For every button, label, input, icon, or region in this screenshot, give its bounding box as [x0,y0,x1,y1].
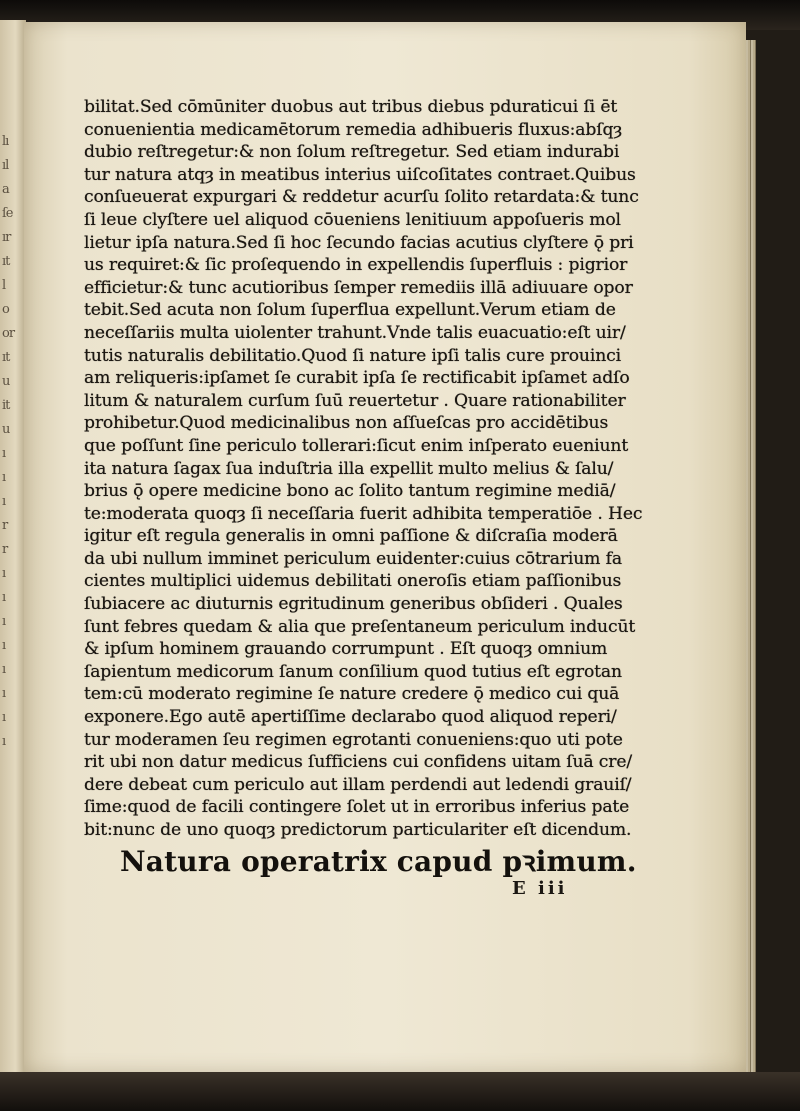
text-line: lietur ipſa natura.Sed ſi hoc ſecundo facias acutius clyſtere ǭ pri [84,232,634,253]
bottom-shadow [0,1072,800,1111]
text-line: que poſſunt ſine periculo tollerari:ſicut enim inſperato eueniunt [84,435,629,456]
facing-page-gutter [0,20,26,1080]
text-line: cientes multiplici uidemus debilitati oneroſis etiam paſſionibus [84,571,622,592]
text-line: da ubi nullum imminet periculum euidenter:cuius cōtrarium fa [84,548,622,569]
text-line: conſueuerat expurgari & reddetur acurſu ſolito retardata:& tunc [84,187,639,208]
text-line: neceſſariis multa uiolenter trahunt.Vnde talis euacuatio:eſt uir/ [84,322,626,343]
chapter-heading: Natura operatrix capud pꝛimum. [120,845,637,878]
text-line: igitur eſt regula generalis in omni paſſione & diſcraſia moderā [84,526,618,547]
text-line: tutis naturalis debilitatio.Quod ſi nature ipſi talis cure prouinci [84,345,621,366]
text-line: bit:nunc de uno quoqȝ predictorum particulariter eſt dicendum. [84,820,632,840]
text-line: ſubiacere ac diuturnis egritudinum generibus obſideri . Quales [84,594,623,615]
text-line: tur natura atqȝ in meatibus interius uiſcoſitates contraet.Quibus [84,164,636,185]
facing-page-bleed-marks: lı ıl a ſe ır ıt l o or ıt u it u ı ı ı r r ı ı ı ı ı ı ı ı [2,134,15,749]
text-line: tebit.Sed acuta non ſolum ſuperflua expellunt.Verum etiam de [84,300,616,321]
text-line: litum & naturalem curſum ſuū reuertetur . Quare rationabiliter [84,390,626,411]
text-line: dubio reſtregetur:& non ſolum reſtregetur. Sed etiam indurabi [84,142,620,163]
body-text [84,96,664,842]
text-line: ſi leue clyſtere uel aliquod cōueniens lenitiuum appoſueris mol [84,209,621,230]
text-line: brius ǭ opere medicine bono ac ſolito tantum regimine mediā/ [84,481,616,502]
text-line: ita natura ſagax ſua induſtria illa expellit multo melius & ſalu/ [84,458,614,479]
text-line: conuenientia medicamētorum remedia adhibueris fluxus:abſqȝ [84,119,623,140]
text-line: am reliqueris:ipſamet ſe curabit ipſa ſe rectificabit ipſamet adſo [84,368,630,389]
text-line: ſunt febres quedam & alia que preſentaneum periculum inducūt [84,616,636,637]
text-line: tem:cū moderato regimine ſe nature credere ǭ medico cui quā [84,684,620,705]
text-line: rit ubi non datur medicus ſufficiens cui confidens uitam ſuā cre/ [84,752,632,773]
text-line: prohibetur.Quod medicinalibus non aſſueſcas pro accidētibus [84,413,609,434]
text-line: efficietur:& tunc acutioribus ſemper remediis illā adiuuare opor [84,277,633,298]
text-line: us requiret:& ſic proſequendo in expellendis ſuperfluis : pigrior [84,255,628,276]
text-line: ſime:quod de facili contingere ſolet ut in erroribus inferius pate [84,797,630,818]
text-line: bilitat.Sed cōmūniter duobus aut tribus diebus pduraticui ſi ēt [84,97,618,117]
text-line: tur moderamen ſeu regimen egrotanti conueniens:quo uti pote [84,729,623,750]
text-line: ſapientum medicorum ſanum conſilium quod tutius eſt egrotan [84,661,622,682]
text-line: exponere.Ego autē apertiſſime declarabo quod aliquod reperi/ [84,707,617,728]
signature-mark: E iii [512,878,568,899]
text-line: & ipſum hominem grauando corrumpunt . Eſt quoqȝ omnium [84,639,608,660]
text-line: dere debeat cum periculo aut illam perdendi aut ledendi grauiſ/ [84,774,632,795]
text-line: te:moderata quoqȝ ſi neceſſaria fuerit adhibita temperatiōe . Hec [84,503,643,524]
